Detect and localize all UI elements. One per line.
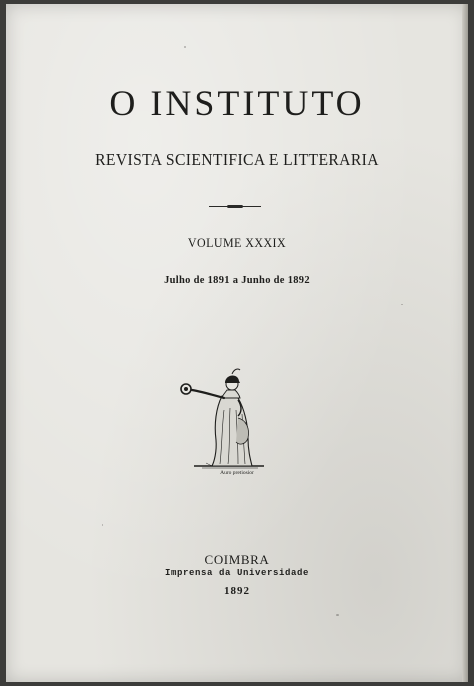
publisher-name: Imprensa da Universidade (164, 568, 310, 578)
date-range: Julho de 1891 a Junho de 1892 (164, 275, 310, 286)
emblem-motto: Auro pretiosior (220, 470, 254, 476)
minerva-statue-icon (172, 366, 272, 476)
paper-speck (336, 614, 339, 616)
paper-speck (184, 46, 186, 48)
title-page (6, 4, 468, 682)
paper-speck (102, 524, 103, 526)
ornamental-rule-icon (209, 206, 261, 207)
journal-subtitle: REVISTA SCIENTIFICA E LITTERARIA (95, 150, 379, 169)
publication-city: COIMBRA (204, 552, 270, 567)
publication-year: 1892 (224, 585, 250, 597)
volume-number: VOLUME XXXIX (187, 235, 287, 250)
paper-speck (401, 304, 403, 305)
journal-title: O INSTITUTO (109, 83, 365, 123)
